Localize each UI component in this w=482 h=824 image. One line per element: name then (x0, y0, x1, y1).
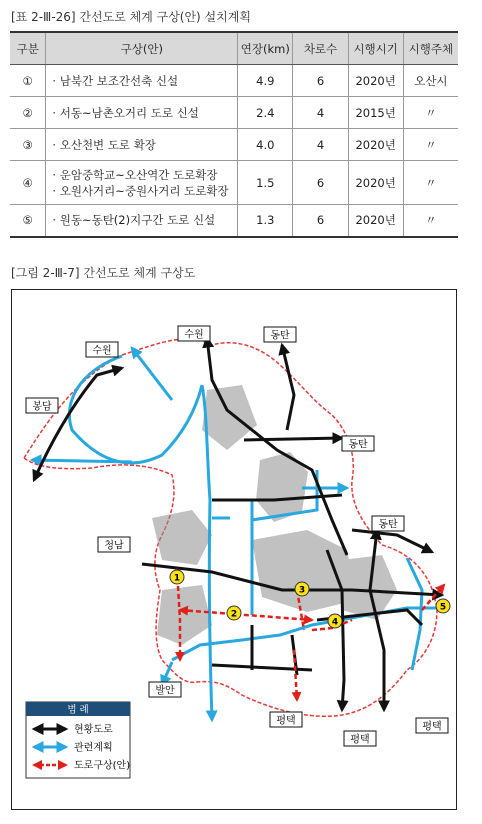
table-row (10, 129, 458, 161)
table-row (10, 65, 458, 97)
lanes-cell: 6 (293, 65, 348, 97)
plan-line: · 남북간 보조간선축 신설 (52, 73, 179, 88)
no-cell: ③ (10, 129, 46, 161)
column-header: 시행시기 (348, 32, 403, 65)
place-label: 동탄 (378, 519, 398, 531)
no-cell: ② (10, 97, 46, 129)
legend-planned: 관련계획 (74, 742, 113, 754)
place-label: 수원 (92, 345, 112, 357)
no-cell: ① (10, 65, 46, 97)
plan-line: · 원동~동탄(2)지구간 도로 신설 (52, 213, 216, 228)
plan-cell (46, 97, 238, 129)
place-label: 동탄 (348, 439, 368, 451)
place-label: 평택 (350, 734, 370, 746)
plan-cell (46, 161, 238, 205)
length-cell: 2.4 (238, 97, 293, 129)
no-cell: ④ (10, 161, 46, 205)
place-label: 봉담 (32, 401, 52, 413)
legend-proposed: 도로구상(안) (74, 760, 131, 772)
road-plan-table (10, 31, 458, 238)
lanes-cell: 6 (293, 161, 348, 205)
period-cell: 2020년 (348, 65, 403, 97)
column-header: 차로수 (293, 32, 348, 65)
period-cell: 2020년 (348, 161, 403, 205)
place-label: 평택 (276, 715, 296, 727)
length-cell: 4.0 (238, 129, 293, 161)
plan-line: · 운암중학교~오산역간 도로확장 (52, 167, 218, 182)
length-cell: 1.3 (238, 205, 293, 237)
period-cell: 2015년 (348, 97, 403, 129)
period-cell: 2020년 (348, 129, 403, 161)
table-body (10, 65, 458, 237)
figure-caption: [그림 2-Ⅲ-7] 간선도로 체계 구상도 (11, 266, 196, 280)
period-cell: 2020년 (348, 205, 403, 237)
agent-cell: 오산시 (403, 65, 458, 97)
plan-line: · 오원사거리~중원사거리 도로확장 (52, 183, 229, 198)
legend-existing: 현황도로 (74, 724, 113, 736)
project-marker: 1 (173, 573, 181, 584)
agent-cell: 〃 (403, 161, 458, 205)
column-header: 시행주체 (403, 32, 458, 65)
length-cell: 1.5 (238, 161, 293, 205)
place-label: 발안 (155, 685, 175, 697)
lanes-cell: 4 (293, 129, 348, 161)
project-marker: 3 (298, 585, 306, 596)
length-cell: 4.9 (238, 65, 293, 97)
map-legend (26, 702, 130, 778)
agent-cell: 〃 (403, 205, 458, 237)
plan-cell (46, 205, 238, 237)
column-header: 구상(안) (46, 32, 238, 65)
project-marker: 5 (439, 602, 447, 613)
place-label: 수원 (184, 329, 204, 341)
plan-cell (46, 129, 238, 161)
no-cell: ⑤ (10, 205, 46, 237)
map-canvas (12, 290, 457, 810)
project-marker: 4 (331, 617, 339, 628)
table-header-row (10, 32, 458, 65)
lanes-cell: 6 (293, 205, 348, 237)
place-label: 평택 (422, 721, 442, 733)
table-row (10, 161, 458, 205)
table-caption: [표 2-Ⅲ-26] 간선도로 체계 구상(안) 설치계획 (11, 10, 251, 24)
place-label: 동탄 (270, 330, 290, 342)
urban-area (152, 385, 397, 645)
lanes-cell: 4 (293, 97, 348, 129)
table-row (10, 97, 458, 129)
plan-line: · 서동~남촌오거리 도로 신설 (52, 105, 199, 120)
column-header: 구분 (10, 32, 46, 65)
column-header: 연장(km) (238, 32, 293, 65)
agent-cell: 〃 (403, 97, 458, 129)
plan-cell (46, 65, 238, 97)
project-marker: 2 (230, 609, 238, 620)
plan-line: · 오산천변 도로 확장 (52, 137, 156, 152)
place-label: 청남 (104, 540, 124, 552)
legend-title: 범 례 (67, 704, 89, 716)
table-row (10, 205, 458, 237)
agent-cell: 〃 (403, 129, 458, 161)
road-network-map (11, 289, 457, 810)
